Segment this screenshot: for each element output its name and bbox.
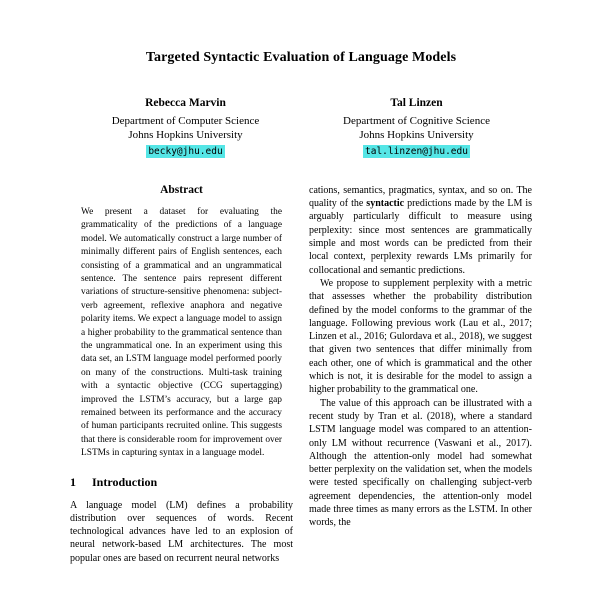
author-1-email-wrap (70, 146, 301, 158)
left-column (70, 184, 293, 565)
author-2-name: Tal Linzen (390, 97, 443, 109)
right-column (309, 184, 532, 565)
right-paragraph-1-text-cont: predictions made by the LM is arguably particularly difficult to measure using perplexity: since most sentences are grammatically simple and most words can be predicted from their local context, perplexity rewards LMs primarily for collocational and semantic predictions. (309, 198, 532, 276)
intro-paragraph: A language model (LM) defines a probability distribution over sequences of words. Recent technological advances have led to an explosion of neural network-based LM architectures. The most popular ones are based on recurrent neural networks (70, 499, 293, 564)
right-paragraph-2: We propose to supplement perplexity with a metric that assesses whether the probability distribution defined by the model conforms to the grammar of the language. Following previous work (Lau et al., 2017; Linzen et al., 2016; Gulordava et al., 2018), we suggest that given two sentences that differ minimally from each other, one of which is grammatical and the other which is not, it is desirable for the model to assign a higher probability to the grammatical one. (309, 277, 532, 396)
right-paragraph-3: The value of this approach can be illustrated with a recent study by Tran et al. (2018), where a standard LSTM language model was compared to an attention-only LM without recurrence (Vaswani et al., 2017). Although the attention-only model had somewhat better perplexity on the validation set, when the models were tested specifically on challenging subject-verb agreement dependencies, the attention-only model made three times as many errors as the LSTM. In other words, the (309, 397, 532, 529)
author-1-email-link[interactable]: becky@jhu.edu (148, 145, 223, 157)
author-1-name: Rebecca Marvin (145, 97, 226, 109)
section-1-number: 1 (70, 474, 76, 489)
right-paragraph-1-text: cations, semantics, pragmatics, syntax, and so on. The quality of the (309, 184, 532, 210)
abstract-heading: Abstract (160, 183, 203, 196)
section-1-title: Introduction (92, 474, 158, 489)
author-2-department: Department of Cognitive Science (343, 114, 490, 127)
abstract-text: We present a dataset for evaluating the grammaticality of the predictions of a language model. We automatically construct a large number of minimally different pairs of English sentences, each consisting of a grammatical and an ungrammatical sentence. The sentence pairs represent different variations of structure-sensitive phenomena: subject-verb agreement, reflexive anaphora and negative polarity items. We expect a language model to assign a higher probability to the grammatical sentence than the ungrammatical one. In an experiment using this data set, an LSTM language model performed poorly on many of the constructions. Multi-task training with a syntactic objective (CCG supertagging) improved the LSTM’s accuracy, but a large gap remained between its performance and the accuracy of human participants recruited online. This suggests that there is considerable room for improvement over LSTMs in capturing syntax in a language model. (81, 206, 282, 459)
author-2-university: Johns Hopkins University (359, 129, 474, 142)
author-2-email-wrap (301, 146, 532, 158)
author-2-email-link[interactable]: tal.linzen@jhu.edu (365, 145, 468, 157)
author-1 (70, 96, 301, 158)
right-paragraph-1-bold-word: syntactic (366, 198, 405, 210)
paper-title: Targeted Syntactic Evaluation of Language Models (145, 50, 457, 65)
author-1-department: Department of Computer Science (111, 114, 260, 127)
author-1-university: Johns Hopkins University (128, 129, 243, 142)
author-2 (301, 96, 532, 158)
two-column-body (70, 184, 532, 565)
authors-block (70, 96, 532, 158)
right-paragraph-1 (309, 184, 532, 277)
section-1-heading (70, 475, 293, 490)
